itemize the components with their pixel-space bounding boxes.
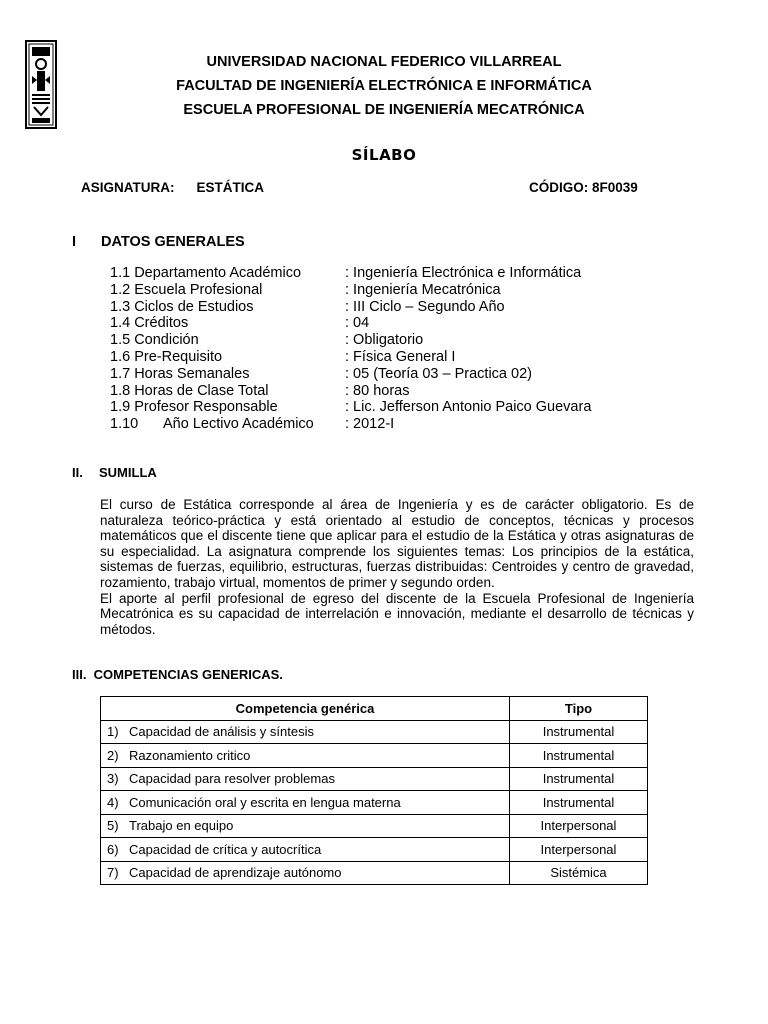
competency-name: Comunicación oral y escrita en lengua materna [129,794,401,810]
row-number: 1) [107,724,119,740]
competencies-table [100,696,648,885]
competency-name: Capacidad de crítica y autocrítica [129,841,322,857]
header-type: Tipo [510,697,648,721]
competency-name: Capacidad de aprendizaje autónomo [129,865,342,881]
table-row [101,861,648,885]
summary-paragraph: El aporte al perfil profesional de egreso del discente de la Escuela Profesional de Ingeniería Mecatrónica es su capacidad de interrelación e innovación, mediante el desarrollo de técnicas y métodos. [100,590,694,637]
row-number: 3) [107,771,119,787]
table-row [101,720,648,744]
item-value: : Lic. Jefferson Antonio Paico Guevara [345,399,592,416]
school-name: ESCUELA PROFESIONAL DE INGENIERÍA MECATRÓNICA [183,102,585,118]
section-general-data-title [72,234,245,250]
table-row [101,814,648,838]
item-value: : 04 [345,315,370,332]
item-label: Créditos [134,315,189,332]
section-title-text: DATOS GENERALES [101,234,245,250]
competency-type: Instrumental [510,791,648,815]
competency-type: Interpersonal [510,838,648,862]
item-value: : Ingeniería Electrónica e Informática [345,265,582,281]
summary-text [100,497,694,637]
item-value: : Física General I [345,348,456,365]
section-number: II. [72,465,83,480]
competency-name: Capacidad para resolver problemas [129,771,335,787]
item-number: 1.8 [110,382,131,399]
competency-type: Instrumental [510,720,648,744]
item-label: Ciclos de Estudios [134,298,254,315]
row-number: 2) [107,747,119,763]
item-label: Horas Semanales [134,365,250,382]
section-number: I [72,234,77,250]
course-name: ESTÁTICA [196,180,264,195]
item-value: : Obligatorio [345,332,424,349]
item-number: 1.10 [110,416,139,433]
row-number: 7) [107,865,119,881]
competency-type: Instrumental [510,767,648,791]
item-label: Pre-Requisito [134,348,223,365]
table-header-row [101,697,648,721]
item-value: : 80 horas [345,382,410,399]
competency-type: Sistémica [510,861,648,885]
course-code: CÓDIGO: 8F0039 [529,180,638,195]
section-title-text: SUMILLA [99,465,157,480]
item-label: Profesor Responsable [134,399,278,416]
item-label: Condición [134,332,199,349]
item-number: 1.9 [110,399,131,416]
faculty-name: FACULTAD DE INGENIERÍA ELECTRÓNICA E INFORMÁTICA [176,78,592,94]
table-row [101,767,648,791]
item-value: : 2012-I [345,416,395,433]
row-number: 4) [107,794,119,810]
row-number: 5) [107,818,119,834]
course-label: ASIGNATURA: [81,180,175,195]
header-competency: Competencia genérica [101,697,510,721]
summary-paragraph: El curso de Estática corresponde al área de Ingeniería y es de carácter obligatorio. Es de naturaleza teórico-práctica y está orientado al estudio de conceptos, técnicas y procesos matemáticos que el discente tiene que aplicar para el estudio de la Estática y otras asignaturas de su especialidad. La asignatura comprende los siguientes temas: Los principios de la estática, sistemas de fuerzas, equilibrio, estructuras, fuerzas distribuidas: Centroides y centro de gravedad, rozamiento, trabajo virtual, momentos de primer y segundo orden. [100,497,694,590]
item-number: 1.4 [110,315,131,332]
item-number: 1.5 [110,332,131,349]
section-summary-title [72,465,157,480]
course-line [81,180,264,195]
table-row [101,744,648,768]
item-number: 1.1 [110,265,131,281]
table-row [101,791,648,815]
item-label: Horas de Clase Total [134,382,269,399]
item-label: Departamento Académico [134,265,302,281]
university-name: UNIVERSIDAD NACIONAL FEDERICO VILLARREAL [206,54,562,70]
competency-type: Instrumental [510,744,648,768]
item-value: : 05 (Teoría 03 – Practica 02) [345,365,532,382]
row-number: 6) [107,841,119,857]
section-competencies-title: III. COMPETENCIAS GENERICAS. [72,667,283,682]
item-number: 1.6 [110,348,131,365]
item-value: : Ingeniería Mecatrónica [345,281,501,298]
competency-name: Capacidad de análisis y síntesis [129,724,314,740]
item-label: Año Lectivo Académico [163,416,314,433]
competency-name: Trabajo en equipo [129,818,234,834]
document-title: SÍLABO [351,146,417,164]
item-number: 1.7 [110,365,131,382]
item-number: 1.2 [110,281,131,298]
item-value: : III Ciclo – Segundo Año [345,298,505,315]
item-label: Escuela Profesional [134,281,263,298]
competency-name: Razonamiento critico [129,747,251,763]
table-row [101,838,648,862]
competency-type: Interpersonal [510,814,648,838]
item-number: 1.3 [110,298,131,315]
